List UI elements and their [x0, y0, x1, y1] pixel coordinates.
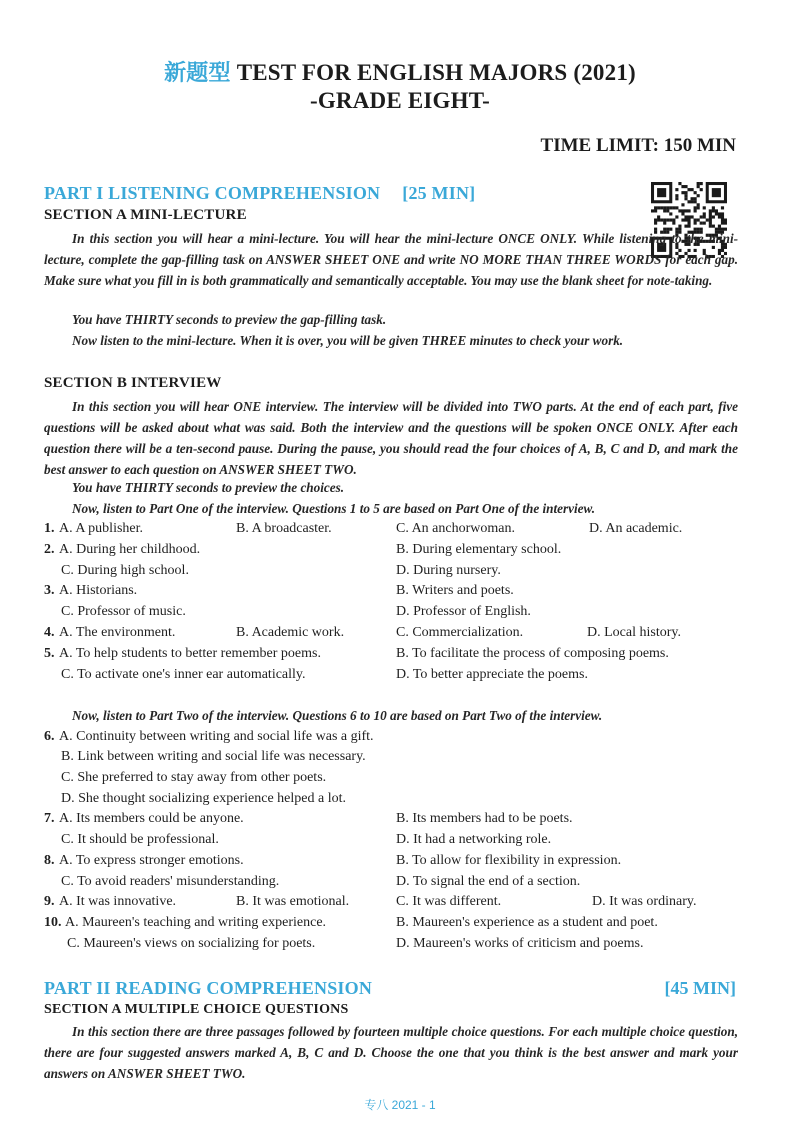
question-option[interactable]: C. It was different. [396, 894, 502, 909]
exam-title-text: TEST FOR ENGLISH MAJORS (2021) [236, 60, 636, 85]
question-option[interactable]: B. During elementary school. [396, 542, 562, 557]
section-a-listen: Now listen to the mini-lecture. When it is over, you will be given THREE minutes to check your work. [72, 333, 624, 348]
question-option[interactable]: B. Link between writing and social life was necessary. [61, 749, 366, 764]
question-option[interactable]: A. A publisher. [59, 521, 144, 536]
question-option[interactable]: B. Its members had to be poets. [396, 811, 573, 826]
question-option[interactable]: D. To signal the end of a section. [396, 874, 581, 889]
question-option[interactable]: D. She thought socializing experience helped a lot. [61, 791, 346, 806]
question-option[interactable]: C. Maureen's views on socializing for poets. [67, 936, 316, 951]
question-option[interactable]: D. Maureen's works of criticism and poems. [396, 936, 644, 951]
question-option[interactable]: B. Writers and poets. [396, 583, 514, 598]
question-number: 8. [44, 853, 55, 868]
question-option[interactable]: C. Commercialization. [396, 625, 524, 640]
section-b-instructions: In this section you will hear ONE interview. The interview will be divided into TWO parts. At the end of each part, five questions will be asked about what was said. Both the interview and the questions will be spoken ONCE ONLY. After each question there will be a ten-second pause. During the pause, you should read the four choices of A, B, C and D, and mark the best answer to each question on ANSWER SHEET TWO. [44, 399, 738, 477]
question-option[interactable]: B. Maureen's experience as a student and poet. [396, 915, 658, 930]
question-option[interactable]: C. To avoid readers' misunderstanding. [61, 874, 280, 889]
part-one-intro: Now, listen to Part One of the interview. Questions 1 to 5 are based on Part One of the interview. [72, 501, 596, 516]
question-option[interactable]: D. During nursery. [396, 563, 501, 578]
question-option[interactable]: B. It was emotional. [236, 894, 350, 909]
question-number: 3. [44, 583, 55, 598]
section-a-preview: You have THIRTY seconds to preview the gap-filling task. [72, 312, 387, 327]
part1-heading-text: PART I LISTENING COMPREHENSION [44, 183, 381, 203]
question-option[interactable]: B. To facilitate the process of composing poems. [396, 646, 669, 661]
question-number: 4. [44, 625, 55, 640]
question-option[interactable]: C. It should be professional. [61, 832, 219, 847]
question-number: 1. [44, 521, 55, 536]
question-option[interactable]: A. To help students to better remember poems. [59, 646, 321, 661]
question-option[interactable]: C. An anchorwoman. [396, 521, 515, 536]
question-option[interactable]: A. Continuity between writing and social life was a gift. [59, 729, 374, 744]
part-two-intro: Now, listen to Part Two of the interview. Questions 6 to 10 are based on Part Two of the interview. [72, 708, 603, 723]
question-option[interactable]: A. To express stronger emotions. [59, 853, 244, 868]
question-option[interactable]: A. Historians. [59, 583, 138, 598]
part1-minutes: [25 MIN] [402, 183, 476, 203]
question-number: 7. [44, 811, 55, 826]
question-number: 6. [44, 729, 55, 744]
question-option[interactable]: D. It had a networking role. [396, 832, 552, 847]
question-option[interactable]: B. A broadcaster. [236, 521, 332, 536]
question-option[interactable]: B. To allow for flexibility in expression. [396, 853, 622, 868]
question-option[interactable]: A. Maureen's teaching and writing experience. [65, 915, 327, 930]
question-option[interactable]: C. During high school. [61, 563, 189, 578]
question-option[interactable]: C. To activate one's inner ear automatically. [61, 667, 306, 682]
question-option[interactable]: C. She preferred to stay away from other poets. [61, 770, 327, 785]
question-option[interactable]: D. Local history. [587, 625, 681, 640]
question-option[interactable]: A. During her childhood. [59, 542, 201, 557]
section-a-instructions: In this section you will hear a mini-lecture. You will hear the mini-lecture ONCE ONLY. While listening to the mini-lecture, complete the gap-filling task on ANSWER SHEET ONE and write NO MORE THAN THREE WORDS for each gap. Make sure what you fill in is both grammatically and semantically acceptable. You may use the blank sheet for note-taking. [44, 231, 738, 288]
part2-section-a-heading: SECTION A MULTIPLE CHOICE QUESTIONS [44, 1002, 349, 1017]
question-option[interactable]: D. It was ordinary. [592, 894, 697, 909]
question-option[interactable]: A. It was innovative. [59, 894, 177, 909]
page-footer: 专八 2021 - 1 [364, 1098, 436, 1112]
question-option[interactable]: D. An academic. [589, 521, 683, 536]
exam-title [0, 56, 800, 87]
part1-heading [44, 183, 475, 204]
question-number: 5. [44, 646, 55, 661]
question-option[interactable]: A. Its members could be anyone. [59, 811, 244, 826]
part2-minutes: [45 MIN] [664, 978, 736, 998]
part2-section-a-instructions: In this section there are three passages followed by fourteen multiple choice questions. For each multiple choice question, there are four suggested answers marked A, B, C and D. Choose the one that you think is the best answer and mark your answers on ANSWER SHEET TWO. [44, 1024, 738, 1081]
section-a-heading: SECTION A MINI-LECTURE [44, 207, 247, 223]
question-option[interactable]: A. The environment. [59, 625, 176, 640]
question-number: 10. [44, 915, 62, 930]
question-option[interactable]: C. Professor of music. [61, 604, 186, 619]
question-option[interactable]: D. Professor of English. [396, 604, 531, 619]
question-option[interactable]: D. To better appreciate the poems. [396, 667, 588, 682]
time-limit: TIME LIMIT: 150 MIN [540, 135, 736, 156]
section-b-heading: SECTION B INTERVIEW [44, 375, 222, 391]
question-number: 9. [44, 894, 55, 909]
question-option[interactable]: B. Academic work. [236, 625, 345, 640]
part2-heading: PART II READING COMPREHENSION [44, 978, 373, 998]
question-number: 2. [44, 542, 55, 557]
section-b-preview: You have THIRTY seconds to preview the choices. [72, 480, 345, 495]
exam-grade: -GRADE EIGHT- [309, 88, 491, 113]
new-format-tag: 新题型 [164, 60, 231, 85]
